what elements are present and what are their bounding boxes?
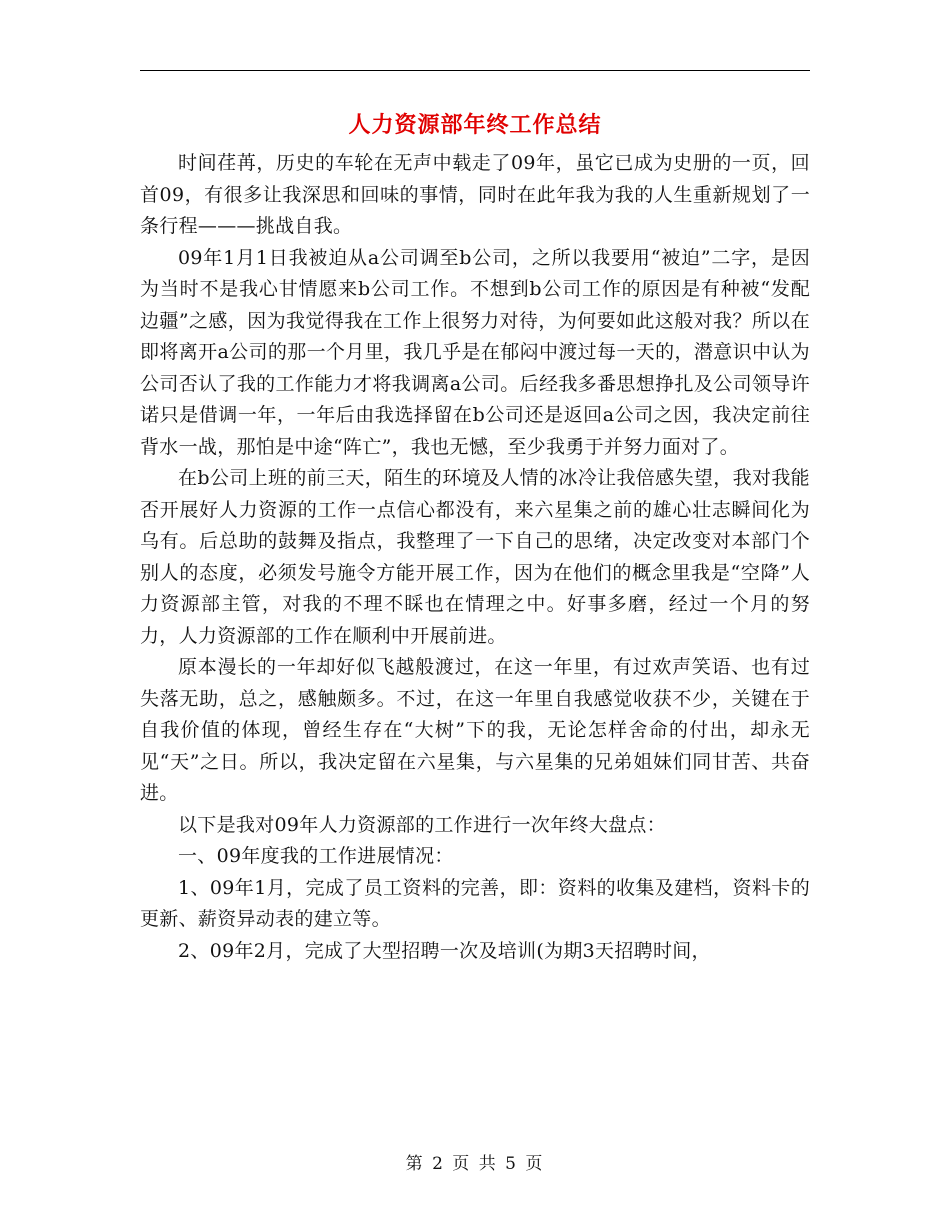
paragraph-summary-intro: 以下是我对09年人力资源部的工作进行一次年终大盘点：: [178, 813, 666, 836]
section-heading-progress: 一、09年度我的工作进展情况：: [178, 845, 454, 867]
list-item-january: 1、09年1月，完成了员工资料的完善，即：资料的收集及建档，资料卡的更新、薪资异动表的建立等。: [140, 876, 810, 930]
list-item-february: 2、09年2月，完成了大型招聘一次及培训(为期3天招聘时间，: [178, 939, 711, 962]
paragraph-intro: 时间荏苒，历史的车轮在无声中载走了09年，虽它已成为史册的一页，回首09，有很多让我深思和回味的事情，同时在此年我为我的人生重新规划了一条行程———挑战自我。: [140, 152, 810, 237]
document-title: 人力资源部年终工作总结: [348, 112, 602, 138]
header-rule: [140, 70, 810, 71]
paragraph-year-review: 原本漫长的一年却好似飞越般渡过，在这一年里，有过欢声笑语、也有过失落无助，总之，感触颇多。不过，在这一年里自我感觉收获不少，关键在于自我价值的体现，曾经生存在“大树”下的我，无论怎样舍命的付出，却永无见“天”之日。所以，我决定留在六星集，与六星集的兄弟姐妹们同甘苦、共奋进。: [140, 656, 810, 804]
page-number: 第 2 页 共 5 页: [405, 1154, 545, 1174]
paragraph-first-days: 在b公司上班的前三天，陌生的环境及人情的冰冷让我倍感失望，我对我能否开展好人力资源的工作一点信心都没有，来六星集之前的雄心壮志瞬间化为乌有。后总助的鼓舞及指点，我整理了一下自己的思绪，决定改变对本部门个别人的态度，必须发号施令方能开展工作，因为在他们的概念里我是“空降”人力资源部主管，对我的不理不睬也在情理之中。好事多磨，经过一个月的努力，人力资源部的工作在顺利中开展前进。: [140, 467, 810, 647]
document-body: [140, 148, 810, 967]
paragraph-transfer: 09年1月1日我被迫从a公司调至b公司，之所以我要用“被迫”二字，是因为当时不是我心甘情愿来b公司工作。不想到b公司工作的原因是有种被“发配边疆”之感，因为我觉得我在工作上很努力对待，为何要如此这般对我？所以在即将离开a公司的那一个月里，我几乎是在郁闷中渡过每一天的，潜意识中认为公司否认了我的工作能力才将我调离a公司。后经我多番思想挣扎及公司领导许诺只是借调一年，一年后由我选择留在b公司还是返回a公司之因，我决定前往背水一战，那怕是中途“阵亡”，我也无憾，至少我勇于并努力面对了。: [140, 246, 810, 458]
